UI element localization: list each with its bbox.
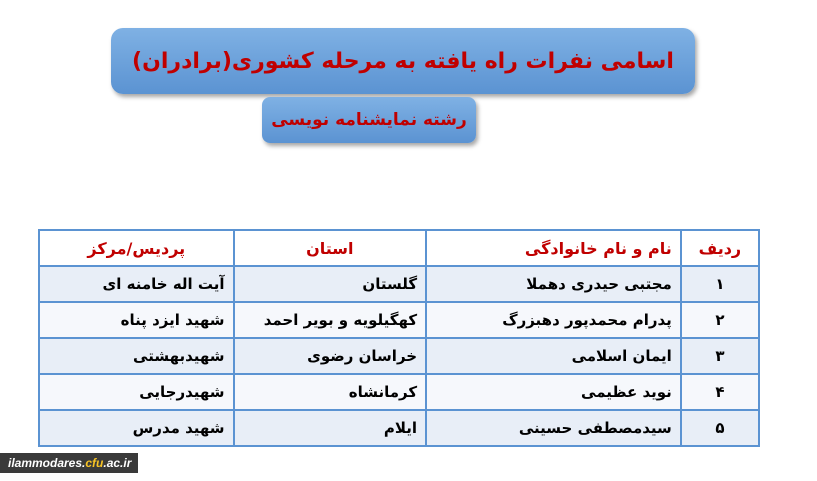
header-campus: پردیس/مرکز [39, 230, 234, 266]
site-url-suffix: .ac.ir [103, 456, 132, 470]
page-subtitle: رشته نمایشنامه نویسی [271, 110, 467, 130]
title-banner [111, 28, 695, 94]
cell-name: ایمان اسلامی [426, 338, 681, 374]
cell-name: پدرام محمدپور دهبزرگ [426, 302, 681, 338]
table-header-row [39, 230, 759, 266]
cell-name: سیدمصطفی حسینی [426, 410, 681, 446]
cell-row-number: ۵ [681, 410, 759, 446]
cell-row-number: ۴ [681, 374, 759, 410]
cell-campus: شهیدبهشتی [39, 338, 234, 374]
cell-row-number: ۳ [681, 338, 759, 374]
subtitle-banner [262, 97, 476, 143]
header-row-number: ردیف [681, 230, 759, 266]
table-row [39, 338, 759, 374]
page-title: اسامی نفرات راه یافته به مرحله کشوری(برادران) [132, 48, 674, 74]
table-row [39, 302, 759, 338]
header-name: نام و نام خانوادگی [426, 230, 681, 266]
cell-province: ایلام [234, 410, 427, 446]
cell-province: کهگیلویه و بویر احمد [234, 302, 427, 338]
header-province: استان [234, 230, 427, 266]
cell-campus: شهیدرجایی [39, 374, 234, 410]
table-row [39, 266, 759, 302]
cell-campus: آیت اله خامنه ای [39, 266, 234, 302]
table-row [39, 410, 759, 446]
footer-watermark [0, 453, 138, 473]
cell-province: گلستان [234, 266, 427, 302]
cell-row-number: ۲ [681, 302, 759, 338]
table-row [39, 374, 759, 410]
site-url-prefix: ilammodares. [8, 456, 86, 470]
cell-province: کرمانشاه [234, 374, 427, 410]
cell-campus: شهید ایزد پناه [39, 302, 234, 338]
cell-name: مجتبی حیدری دهملا [426, 266, 681, 302]
qualifiers-table [38, 229, 760, 447]
site-url-highlight: cfu [85, 456, 104, 470]
cell-name: نوید عظیمی [426, 374, 681, 410]
site-url [8, 456, 131, 470]
cell-campus: شهید مدرس [39, 410, 234, 446]
cell-province: خراسان رضوی [234, 338, 427, 374]
cell-row-number: ۱ [681, 266, 759, 302]
